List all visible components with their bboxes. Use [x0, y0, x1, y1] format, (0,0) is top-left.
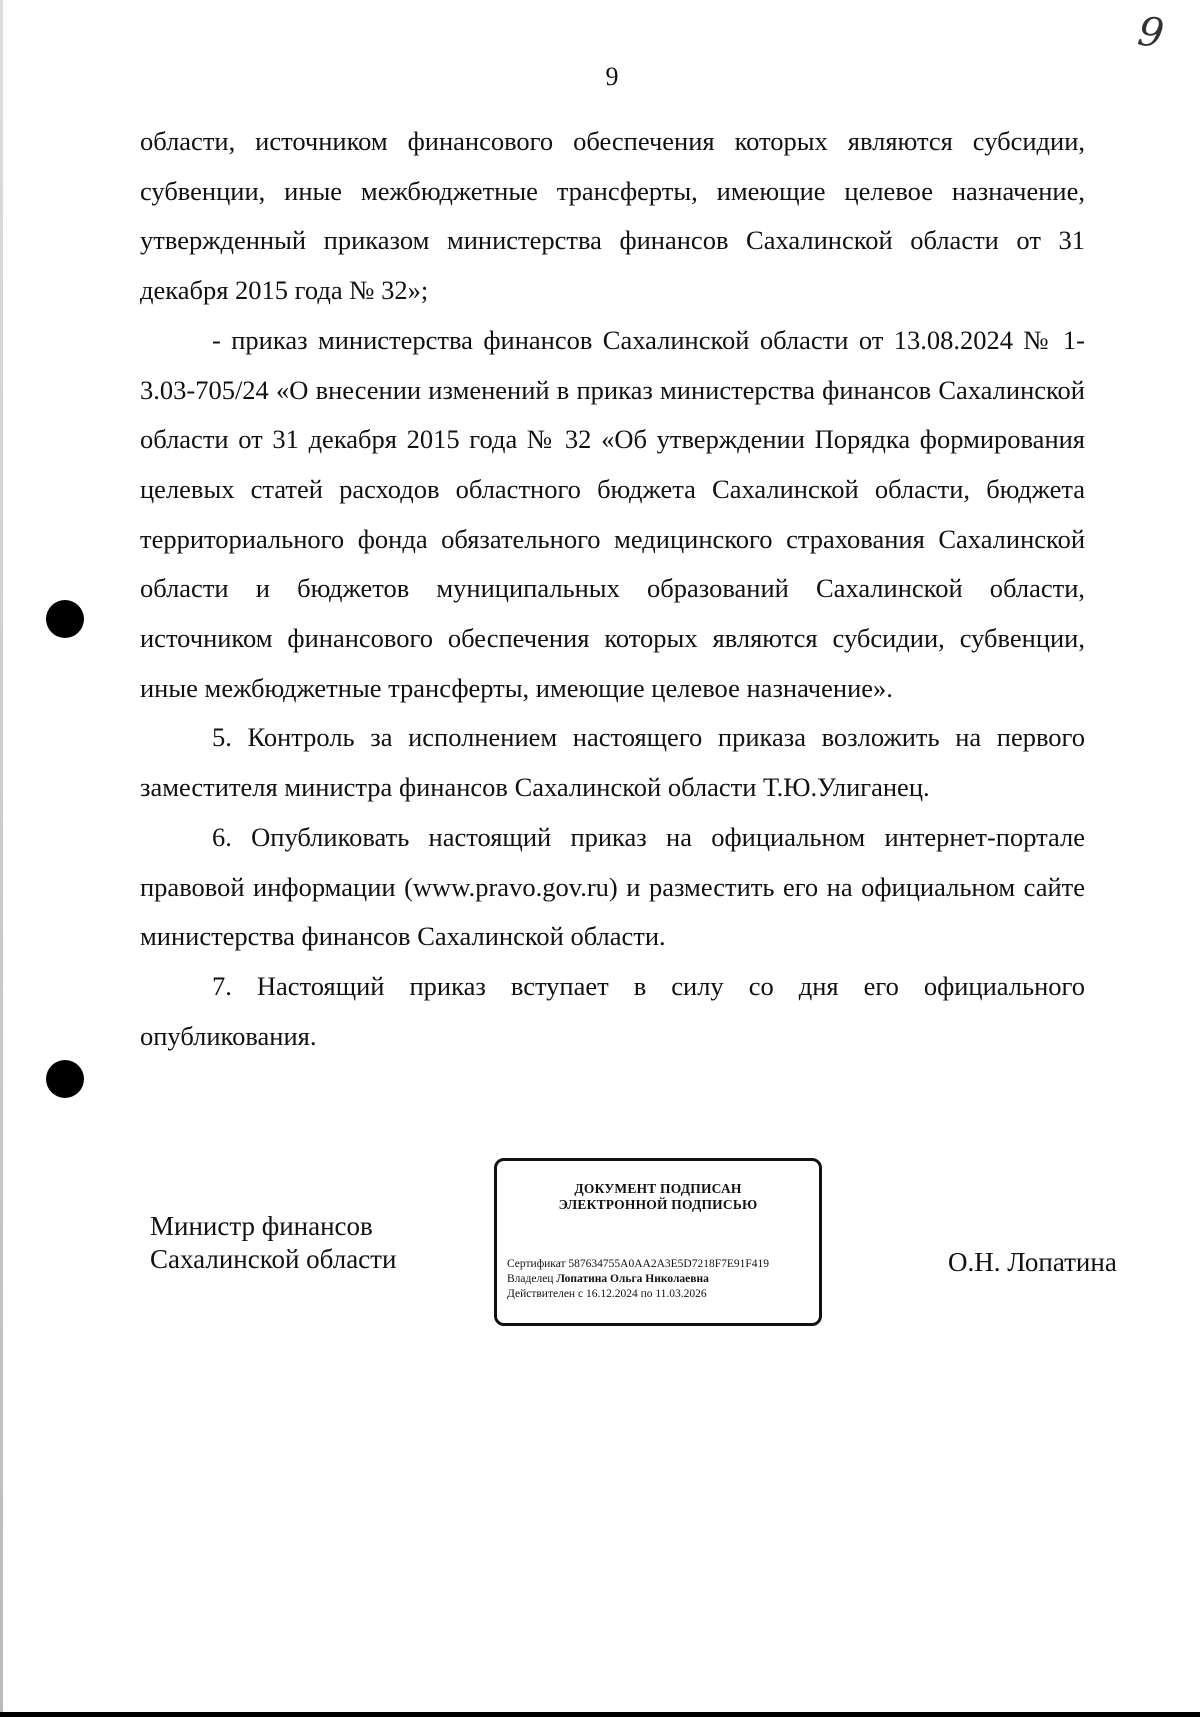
- scan-edge: [0, 0, 3, 1717]
- stamp-owner: [507, 1272, 769, 1287]
- paragraph-order-reference: - приказ министерства финансов Сахалинской области от 13.08.2024 № 1-3.03-705/24 «О внесении изменений в приказ министерства финансов Сахалинской области от 31 декабря 2015 года № 32 «Об утверждении Порядка формирования целевых статей расходов областного бюджета Сахалинской области, бюджета территориального фонда обязательного медицинского страхования Сахалинской области и бюджетов муниципальных образований Сахалинской области, источником финансового обеспечения которых являются субсидии, субвенции, иные межбюджетные трансферты, имеющие целевое назначение».: [140, 324, 1085, 703]
- scan-bottom-edge: [0, 1712, 1200, 1717]
- stamp-owner-label: Владелец: [507, 1273, 554, 1285]
- signer-position-line1: Министр финансов: [150, 1211, 373, 1241]
- page-number: 9: [605, 62, 619, 91]
- stamp-certificate-value: 587634755A0AA2A3E5D7218F7E91F419: [568, 1258, 770, 1270]
- stamp-heading-line1: ДОКУМЕНТ ПОДПИСАН: [574, 1181, 742, 1196]
- punch-hole-mark: [46, 1060, 84, 1098]
- signer-position: [150, 1210, 396, 1276]
- punch-hole-mark: [46, 600, 84, 638]
- handwritten-page-mark: 9: [1134, 8, 1167, 58]
- stamp-heading-line2: ЭЛЕКТРОННОЙ ПОДПИСЬЮ: [558, 1197, 758, 1212]
- stamp-certificate: [507, 1257, 769, 1272]
- document-body: [140, 117, 1085, 1061]
- signer-name: О.Н. Лопатина: [948, 1247, 1117, 1277]
- signer-position-line2: Сахалинской области: [150, 1244, 397, 1274]
- stamp-heading: [497, 1181, 819, 1213]
- stamp-details: [507, 1257, 769, 1302]
- electronic-signature-stamp: [494, 1158, 822, 1326]
- paragraph-continuation: области, источником финансового обеспечения которых являются субсидии, субвенции, иные межбюджетные трансферты, имеющие целевое назначение, утвержденный приказом министерства финансов Сахалинской области от 31 декабря 2015 года № 32»;: [140, 126, 1085, 306]
- stamp-certificate-label: Сертификат: [507, 1258, 566, 1270]
- paragraph-item-6: 6. Опубликовать настоящий приказ на официальном интернет-портале правовой информации (www.pravo.gov.ru) и разместить его на официальном сайте министерства финансов Сахалинской области.: [140, 821, 1085, 952]
- stamp-owner-value: Лопатина Ольга Николаевна: [556, 1273, 709, 1285]
- paragraph-item-7: 7. Настоящий приказ вступает в силу со дня его официального опубликования.: [140, 970, 1085, 1051]
- paragraph-item-5: 5. Контроль за исполнением настоящего приказа возложить на первого заместителя министра финансов Сахалинской области Т.Ю.Улиганец.: [140, 722, 1085, 803]
- stamp-validity: Действителен с 16.12.2024 по 11.03.2026: [507, 1288, 707, 1300]
